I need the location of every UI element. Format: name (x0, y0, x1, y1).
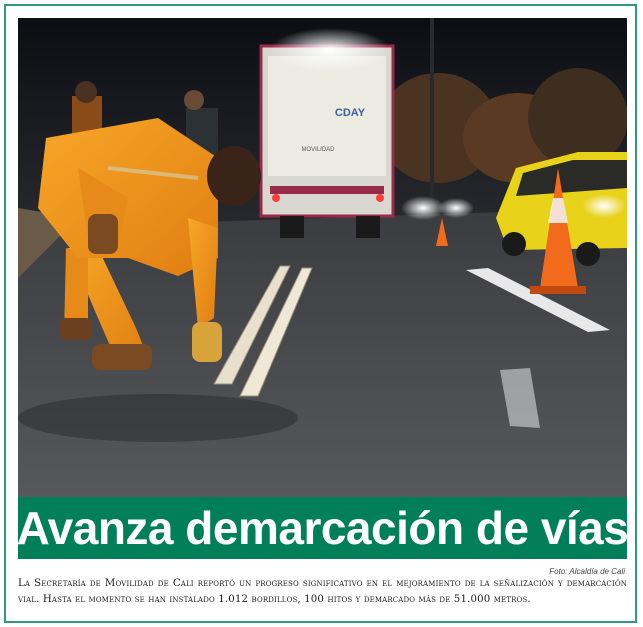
truck (261, 28, 393, 238)
truck-label: MOVILIDAD (301, 147, 335, 153)
headline: Avanza demarcación de vías (16, 502, 629, 554)
headline-banner (18, 497, 627, 559)
article-photo (18, 18, 627, 498)
truck-logo: CDAY (334, 107, 366, 119)
article-body: La Secretaría de Movilidad de Cali reportó un progreso significativo en el mejoramiento de la señalización y demarcación vial. Hasta el momento se han instalado 1.012 bordillos, 100 hitos y demarcado más de 51.000 metros. (18, 578, 627, 605)
photo-credit: Foto: Alcaldía de Cali (549, 567, 625, 576)
